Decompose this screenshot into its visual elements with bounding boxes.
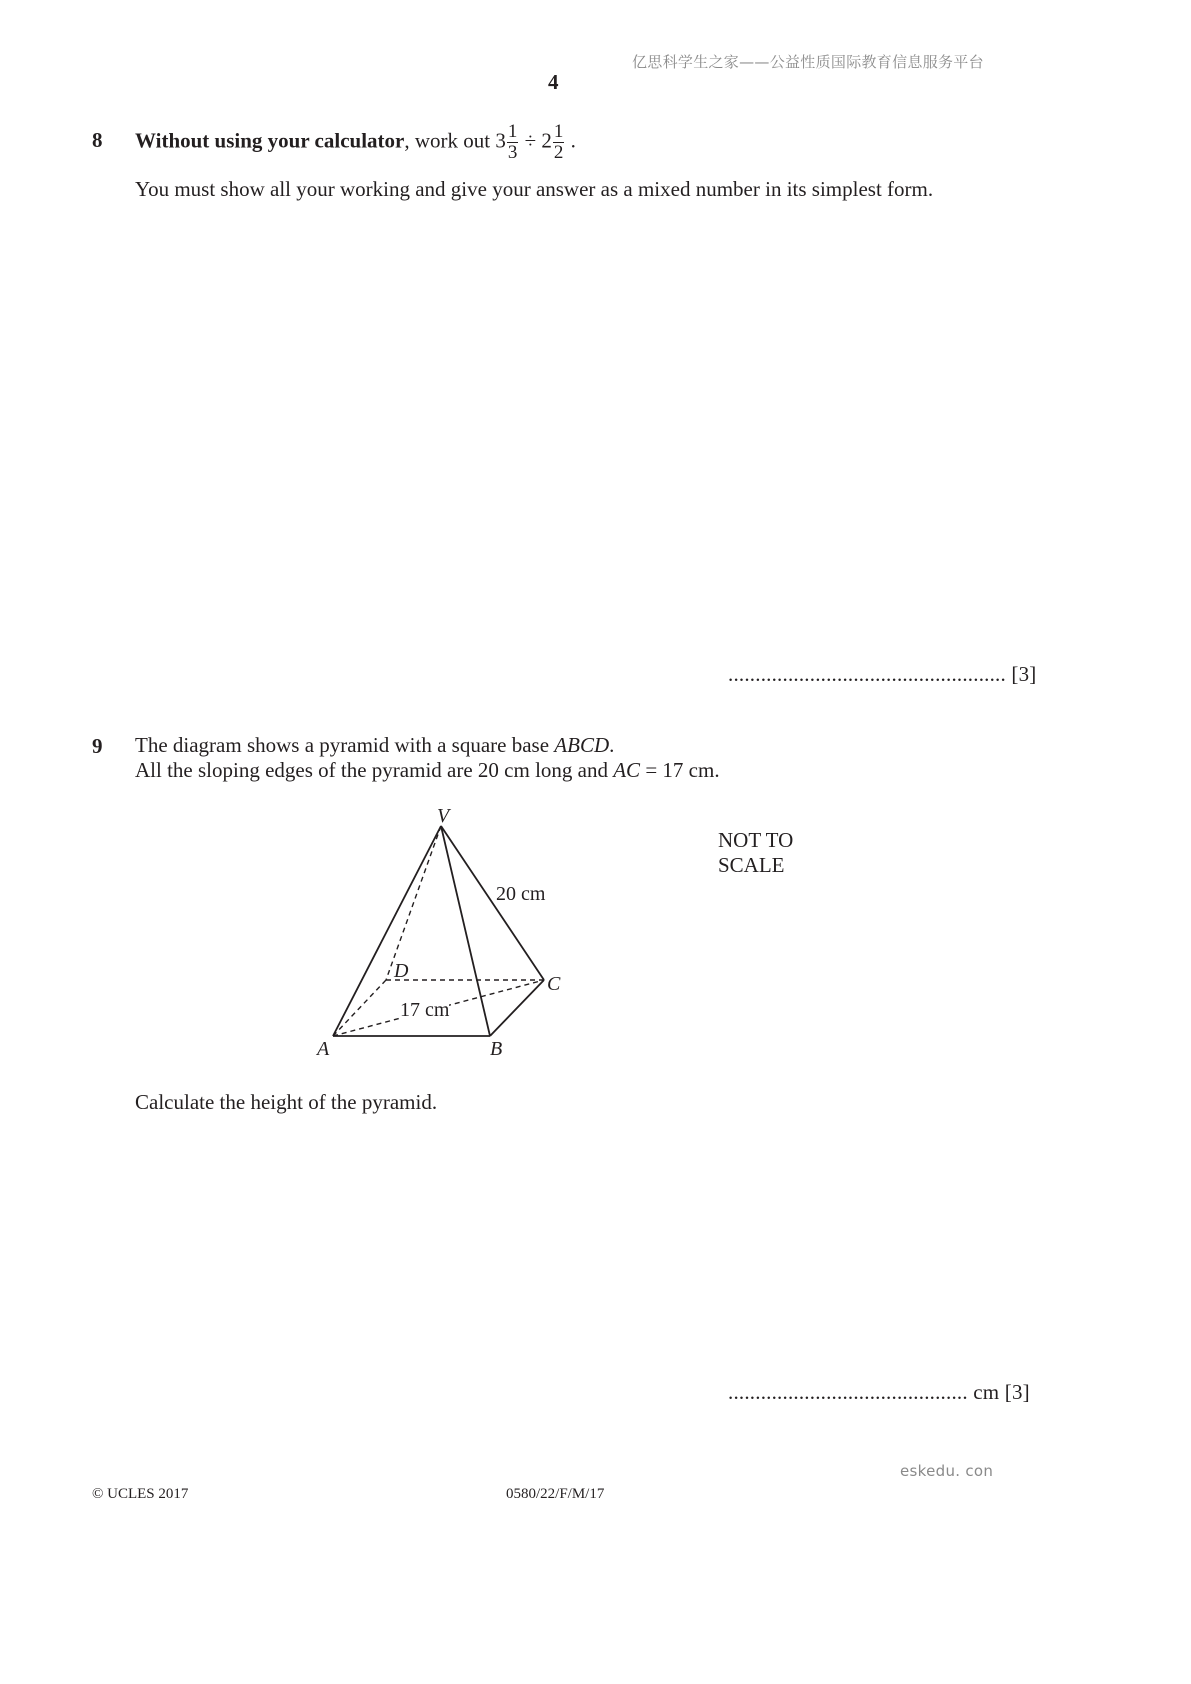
question-8-answer-line[interactable]: ................................................... [3]: [728, 662, 1037, 686]
question-9-line-1-end: .: [609, 733, 615, 757]
pyramid-diagram: [300, 795, 600, 1070]
question-8-divide: ÷ 2: [519, 128, 552, 153]
vertex-label-v: V: [437, 805, 450, 827]
question-9-answer-line[interactable]: ............................................ cm [3]: [728, 1380, 1030, 1404]
question-9-line-1: [135, 732, 614, 759]
question-8-number: 8: [92, 128, 103, 152]
fraction-one-half: [553, 122, 565, 163]
edge-vd: [386, 826, 441, 980]
fraction-denominator: 2: [553, 142, 564, 163]
edge-ad: [333, 980, 386, 1036]
header-watermark: 亿思科学生之家——公益性质国际教育信息服务平台: [632, 53, 984, 71]
question-8-prompt: [135, 122, 576, 163]
diagonal-length-label: 17 cm: [400, 999, 450, 1021]
not-to-scale-line-1: NOT TO: [718, 828, 794, 852]
page-number: 4: [548, 70, 559, 94]
footer-copyright: © UCLES 2017: [92, 1486, 189, 1502]
question-9-line-1-text: The diagram shows a pyramid with a square base: [135, 733, 555, 757]
vertex-label-b: B: [490, 1038, 503, 1060]
fraction-numerator: 1: [507, 121, 518, 142]
vertex-label-a: A: [317, 1038, 330, 1060]
question-8-ending: .: [565, 128, 576, 153]
question-8-bold-lead: Without using your calculator: [135, 128, 405, 153]
question-8-instruction: You must show all your working and give your answer as a mixed number in its simplest form.: [135, 177, 934, 201]
edge-bc: [490, 980, 544, 1036]
square-base-name: ABCD: [554, 733, 610, 757]
question-9-line-2-end: = 17 cm.: [640, 758, 720, 782]
question-9-number: 9: [92, 734, 103, 758]
question-9-line-2: [135, 757, 720, 784]
edge-length-label: 20 cm: [496, 883, 546, 905]
question-8-text: , work out 3: [404, 128, 506, 153]
footer-watermark: eskedu. con: [900, 1462, 994, 1480]
footer-paper-code: 0580/22/F/M/17: [506, 1486, 605, 1502]
fraction-denominator: 3: [507, 142, 518, 163]
question-9-line-2-text: All the sloping edges of the pyramid are 20 cm long and: [135, 758, 614, 782]
not-to-scale-note: [718, 828, 793, 878]
not-to-scale-line-2: SCALE: [718, 853, 785, 877]
vertex-label-d: D: [394, 960, 409, 982]
vertex-label-c: C: [547, 973, 561, 995]
fraction-one-third: [507, 122, 519, 163]
diagonal-name: AC: [613, 758, 641, 782]
question-9-task: Calculate the height of the pyramid.: [135, 1090, 438, 1114]
fraction-numerator: 1: [553, 121, 564, 142]
